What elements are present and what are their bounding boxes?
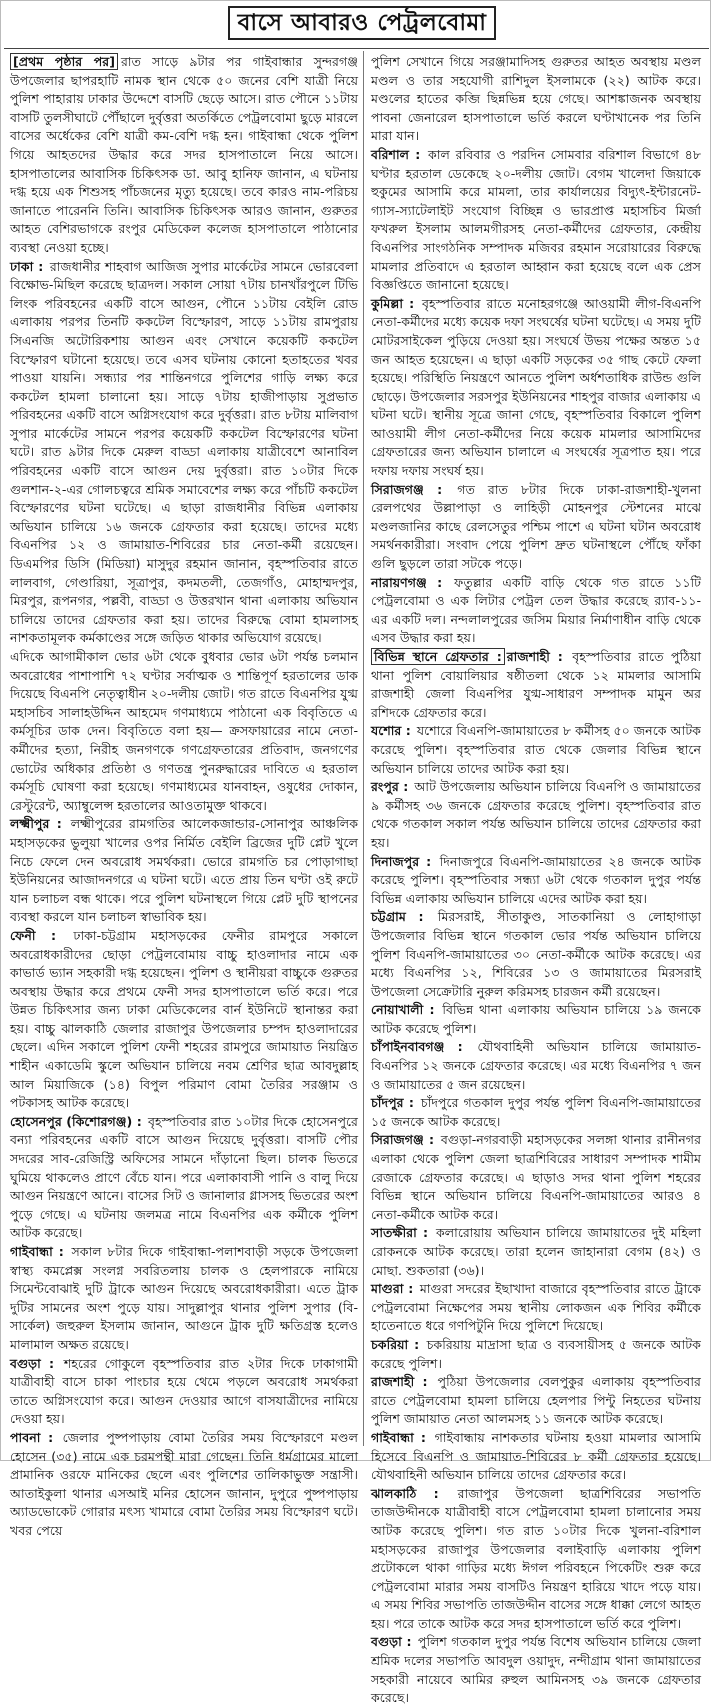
paragraph-text: আট উপজেলায় অভিযান চালিয়ে বিএনপি ও জামায়াতের ৯ কর্মীসহ ৩৬ জনকে গ্রেফতার করেছে পুলিশ। বৃহস্পতিবার রাত থেকে গতকাল সকাল পর্যন্ত অভিযান চালিয়ে তাদের গ্রেফতার করা হয়। — [371, 779, 701, 850]
section-heading: বিভিন্ন স্থানে গ্রেফতার : — [371, 648, 505, 665]
location-subhead: যশোর : — [371, 723, 411, 739]
paragraph-text: গত রাত ৮টার দিকে ঢাকা-রাজশাহী-খুলনা রেলপথের উল্লাপাড়া ও লাহিড়ী মোহনপুর স্টেশনের মাঝে মণ্ডলজানির কাছে রেলসেতুর পশ্চিম পাশে এ ঘটনা ঘটান অবরোধ সমর্থনকারীরা। সংবাদ পেয়ে পুলিশ দ্রুত ঘটনাস্থলে পৌঁছে ফাঁকা গুলি ছুড়লে তারা সটকে পড়ে। — [371, 481, 701, 572]
location-subhead: সাতক্ষীরা : — [371, 1225, 429, 1241]
location-subhead: হোসেনপুর (কিশোরগঞ্জ) : — [10, 1113, 142, 1129]
column-divider — [363, 51, 364, 1446]
location-subhead: গাইবান্ধা : — [10, 1244, 64, 1259]
article-paragraph — [371, 1336, 701, 1373]
paragraph-text: যশোরে বিএনপি-জামায়াতের ৮ কর্মীসহ ৫০ জনকে আটক করেছে পুলিশ। বৃহস্পতিবার রাত থেকে জেলার বিভিন্ন স্থানে অভিযান চালিয়ে তাদের আটক করা হয়। — [371, 723, 701, 776]
location-subhead: বগুড়া : — [10, 1355, 55, 1371]
article-paragraph — [371, 1633, 701, 1707]
location-subhead: দিনাজপুর : — [371, 853, 432, 869]
headline: বাসে আবারও পেট্রলবোমা — [228, 6, 496, 40]
continued-from-label: [প্রথম পৃষ্ঠার পর] — [10, 53, 118, 70]
location-subhead: চাঁদপুর : — [371, 1095, 414, 1111]
article-paragraph — [371, 1131, 701, 1224]
article-paragraph — [371, 908, 701, 1001]
location-subhead: নোয়াখালী : — [371, 1002, 435, 1018]
paragraph-text: বৃহস্পতিবার রাতে মনোহরগঞ্জে আওয়ামী লীগ-বিএনপি নেতা-কর্মীদের মধ্যে কয়েক দফা সংঘর্ষের ঘটনা ঘটেছে। এ সময় দুটি মোটরসাইকেল পুড়িয়ে দেওয়া হয়। সংঘর্ষে উভয় পক্ষের অন্তত ১৫ জন আহত হয়েছেন। এ ছাড়া একটি সড়কের ৩৫ গাছ কেটে ফেলা হয়েছে। পরিস্থিতি নিয়ন্ত্রণে আনতে পুলিশ অর্ধশতাধিক রাউন্ড গুলি ছোড়ে। উপজেলার সরসপুর ইউনিয়নের শাহপুর বাজার এলাকায় এ ঘটনা ঘটে। স্থানীয় সূত্রে জানা গেছে, বৃহস্পতিবার বিকালে পুলিশ আওয়ামী লীগ নেতা-কর্মীদের নিয়ে কয়েক মামলার আসামিদের গ্রেফতারের জন্য অভিযান চালালে এ সংঘর্ষের সূত্রপাত হয়। পরে দফায় দফায় সংঘর্ষ হয়। — [371, 295, 701, 479]
location-subhead: চকরিয়া : — [371, 1336, 420, 1352]
location-subhead: নারায়ণগঞ্জ : — [371, 574, 443, 590]
location-subhead: চট্টগ্রাম : — [371, 909, 424, 925]
paragraph-text: মাগুরা সদরের ইছাখাদা বাজারে বৃহস্পতিবার রাতে ট্রাকে পেট্রলবোমা নিক্ষেপের সময় স্থানীয় লোকজন এক শিবির কর্মীকে হাতেনাতে ধরে গণপিটুনি দিয়ে পুলিশে দিয়েছে। — [371, 1281, 701, 1334]
article-paragraph — [371, 1001, 701, 1038]
article-paragraph — [371, 1038, 701, 1094]
location-subhead: রাজশাহী : — [506, 649, 563, 664]
location-subhead: কুমিল্লা : — [371, 295, 415, 311]
location-subhead: রাজশাহী : — [371, 1374, 428, 1390]
location-subhead: মাগুরা : — [371, 1281, 414, 1297]
location-subhead: বগুড়া : — [371, 1634, 412, 1650]
location-subhead: ঢাকা : — [10, 258, 44, 274]
article-paragraph — [10, 1243, 358, 1355]
article-paragraph — [371, 1280, 701, 1336]
right-column — [371, 53, 702, 1706]
paragraph-text: লক্ষ্মীপুরের রামগতির আলেকজান্ডার-সোনাপুর আঞ্চলিক মহাসড়কের ভুলুয়া খালের ওপর নির্মিত বেইলি ব্রিজের দুটি প্লেট খুলে নিচে ফেলে দেন অবরোধ সমর্থকরা। ভোরে রামগতি চর পোড়াগাছা ইউনিয়নের আজাদনগরে এ ঘটনা ঘটে। এতে প্রায় তিন ঘণ্টা ওই রুটে যান চলাচল বন্ধ থাকে। পরে পুলিশ ঘটনাস্থলে গিয়ে প্লেট দুটি স্থাপনের ব্যবস্থা করলে যান চলাচল স্বাভাবিক হয়। — [10, 816, 358, 925]
paragraph-text: মিরসরাই, সীতাকুণ্ড, সাতকানিয়া ও লোহাগাড়া উপজেলার বিভিন্ন স্থানে গতকাল ভোর পর্যন্ত অভিযান চালিয়ে পুলিশ বিএনপি-জামায়াতের ৩০ নেতা-কর্মীকে আটক করেছে। এর মধ্যে বিএনপির ১২, শিবিরের ১৩ ও জামায়াতের মিরসরাই উপজেলা সেক্রেটারি নুরুল করিমসহ চারজন কর্মী রয়েছেন। — [371, 909, 701, 999]
paragraph-text: ঢাকা-চট্টগ্রাম মহাসড়কের ফেনীর রামপুরে সকালে অবরোধকারীদের ছোড়া পেট্রলবোমায় বাচ্চু হাওলাদার নামে এক কাভার্ড ভ্যান সহকারী দগ্ধ হয়েছেন। পুলিশ ও স্থানীয়রা বাচ্চুকে গুরুতর অবস্থায় উদ্ধার করে প্রথমে ফেনী সদর হাসপাতালে ভর্তি করে। পরে উন্নত চিকিৎসার জন্য ঢাকা মেডিকেলের বার্ন ইউনিটে স্থানান্তর করা হয়। বাচ্চু ঝালকাঠি জেলার রাজাপুর উপজেলার চম্পদ হাওলাদারের ছেলে। এদিন সকালে পুলিশ ফেনী শহরের রামপুরে জামায়াত নিয়ন্ত্রিত শাহীন একাডেমি স্কুলে অভিযান চালিয়ে নবম শ্রেণির ছাত্র আবদুল্লাহ আল মিয়াজিকে (১৪) বিপুল পরিমাণ বোমা তৈরির সরঞ্জাম ও পটকাসহ আটক করেছে। — [10, 927, 358, 1111]
paragraph-text: চাঁদপুরে গতকাল দুপুর পর্যন্ত পুলিশ বিএনপি-জামায়াতের ১৫ জনকে আটক করেছে। — [371, 1095, 701, 1129]
article-paragraph — [10, 1113, 358, 1243]
article-paragraph — [371, 481, 701, 574]
left-column — [10, 53, 358, 1538]
article-paragraph — [10, 1429, 358, 1541]
location-subhead: সিরাজগঞ্জ : — [371, 1132, 435, 1148]
paragraph-text: ফতুল্লার একটি বাড়ি থেকে গত রাতে ১১টি পেট্রলবোমা ও এক লিটার পেট্রল তেল উদ্ধার করেছে র‍্যাব-১১-এর একটি দল। নন্দলালপুরের জসিম মিয়ার নির্মাণাধীন বাড়ি থেকে এসব উদ্ধার করা হয়। — [371, 574, 701, 646]
article-paragraph — [371, 1429, 701, 1485]
article-paragraph — [371, 853, 701, 909]
article-paragraph — [10, 648, 358, 815]
header-rule — [4, 48, 709, 49]
article-paragraph — [371, 53, 701, 146]
paragraph-text: চকরিয়ায় মাদ্রাসা ছাত্র ও ব্যবসায়ীসহ ৫ জনকে আটক করেছে পুলিশ। — [371, 1336, 701, 1371]
article-paragraph — [371, 1224, 701, 1280]
paragraph-text: এদিকে আগামীকাল ভোর ৬টা থেকে বুধবার ভোর ৬টা পর্যন্ত চলমান অবরোধের পাশাপাশি ৭২ ঘণ্টার সর্বাত্মক ও শান্তিপূর্ণ হরতালের ডাক দিয়েছে বিএনপি নেতৃত্বাধীন ২০-দলীয় জোট। গত রাতে বিএনপির যুগ্ম মহাসচিব সালাহউদ্দিন আহমেদ গণমাধ্যমে পাঠানো এক বিবৃতিতে এ কর্মসূচির ডাক দেন। বিবৃতিতে বলা হয়— ক্রসফায়ারের নামে নেতা-কর্মীদের হত্যা, নিরীহ জনগণকে গণগ্রেফতারের প্রতিবাদ, জনগণের ভোটের অধিকার প্রতিষ্ঠা ও গণতন্ত্র পুনরুদ্ধারের দাবিতে এ হরতাল কর্মসূচি ঘোষণা করা হয়েছে। গণমাধ্যমের যানবাহন, ওষুধের দোকান, রেস্টুরেন্ট, অ্যাম্বুলেন্স হরতালের আওতামুক্ত থাকবে। — [10, 649, 358, 813]
paragraph-text: কলারোয়ায় অভিযান চালিয়ে জামায়াতের দুই মহিলা রোকনকে আটক করেছে। তারা হলেন জাহানারা বেগম (৪২) ও মোছা. শুকতারা (৩৬)। — [371, 1225, 701, 1278]
paragraph-text: বগুড়া-নগরবাড়ী মহাসড়কের সলঙ্গা থানার রানীনগর এলাকা থেকে পুলিশ জেলা ছাত্রশিবিরের সাধারণ সম্পাদক শামীম রেজাকে গ্রেফতার করেছে। এ ছাড়াও সদর থানা পুলিশ শহরের বিভিন্ন স্থানে অভিযান চালিয়ে বিএনপি-জামায়াতের আরও ৪ নেতা-কর্মীকে আটক করে। — [371, 1132, 701, 1222]
paragraph-text: কাল রবিবার ও পরদিন সোমবার বরিশাল বিভাগে ৪৮ ঘণ্টার হরতাল ডেকেছে ২০-দলীয় জোট। বেগম খালেদা জিয়াকে হুকুমের আসামি করে মামলা, তার কার্যালয়ের বিদ্যুৎ-ইন্টারনেট-গ্যাস-স্যাটেলাইট সংযোগ বিচ্ছিন্ন ও ভারপ্রাপ্ত মহাসচিব মির্জা ফখরুল ইসলাম আলমগীরসহ নেতা-কর্মীদের গ্রেফতার, কেন্দ্রীয় বিএনপির সাংগঠনিক সম্পাদক মজিবর রহমান সরোয়ারের বিরুদ্ধে মামলার প্রতিবাদে এ হরতাল আহ্বান করা হয়েছে বলে এক প্রেস বিজ্ঞপ্তিতে জানানো হয়েছে। — [371, 146, 701, 293]
paragraph-text: বৃহস্পতিবার রাতে পুঠিয়া থানা পুলিশ বোয়ালিয়ার ষষ্ঠীতলা থেকে ১২ মামলার আসামি রাজশাহী জেলা বিএনপির যুগ্ম-সাধারণ সম্পাদক মামুন অর রশিদকে গ্রেফতার করে। — [371, 649, 701, 720]
location-subhead: ঝালকাঠি : — [371, 1485, 439, 1501]
paragraph-text: রাত সাড়ে ৯টার পর গাইবান্ধার সুন্দরগঞ্জ উপজেলার ছাপরহাটি নামক স্থান থেকে ৫০ জনের বেশি যাত্রী নিয়ে পুলিশ পাহারায় ঢাকার উদ্দেশে বাসটি ছেড়ে আসে। রাত পৌনে ১১টায় বাসটি তুলসীঘাটে পৌঁছালে দুর্বৃত্তরা অতর্কিতে পেট্রলবোমা ছুড়ে মারলে বাসের অর্ধেকের বেশি যাত্রী কম-বেশি দগ্ধ হন। গাইবান্ধা থেকে পুলিশ গিয়ে আহতদের উদ্ধার করে সদর হাসপাতালে নিয়ে আসে। হাসপাতালের আবাসিক চিকিৎসক ডা. আবু হানিফ জানান, এ ঘটনায় দগ্ধ হয়ে এক শিশুসহ পাঁচজনের মৃত্যু হয়েছে। তবে কারও নাম-পরিচয় জানাতে পারেননি তিনি। আবাসিক চিকিৎসক আরও জানান, গুরুতর আহত বেশিরভাগকে রংপুর মেডিকেল কলেজ হাসপাতালে পাঠানোর ব্যবস্থা নেওয়া হচ্ছে। — [10, 54, 358, 255]
article-paragraph — [371, 146, 701, 295]
location-subhead: পাবনা : — [10, 1429, 54, 1445]
location-subhead: গাইবান্ধা : — [371, 1429, 426, 1445]
article-paragraph — [371, 574, 701, 648]
paragraph-text: বিভিন্ন থানা এলাকায় অভিযান চালিয়ে ১৯ জনকে আটক করেছে পুলিশ। — [371, 1002, 701, 1036]
location-subhead: লক্ষ্মীপুর : — [10, 816, 62, 832]
paragraph-text: যৌথবাহিনী অভিযান চালিয়ে জামায়াত-বিএনপির ১২ জনকে গ্রেফতার করেছে। এর মধ্যে বিএনপির ৭ জন ও জামায়াতের ৫ জন রয়েছেন। — [371, 1039, 701, 1092]
paragraph-text: পুঠিয়া উপজেলার বেলপুকুর এলাকায় বৃহস্পতিবার রাতে পেট্রলবোমা হামলা চালিয়ে হেলপার পিন্টু নিহতের ঘটনায় পুলিশ জামায়াত নেতা আলমসহ ১১ জনকে আটক করেছে। — [371, 1374, 701, 1427]
paragraph-text: দিনাজপুরে বিএনপি-জামায়াতের ২৪ জনকে আটক করেছে পুলিশ। বৃহস্পতিবার সন্ধ্যা ৬টা থেকে গতকাল দুপুর পর্যন্ত বিভিন্ন এলাকায় অভিযান চালিয়ে এদের আটক করা হয়। — [371, 853, 702, 906]
paragraph-text: বৃহস্পতিবার রাত ১০টার দিকে হোসেনপুরে বন্যা পরিবহনের একটি বাসে আগুন দিয়েছে দুর্বৃত্তরা। বাসটি পৌর সদরের সাব-রেজিস্ট্রি অফিসের সামনে দাঁড়ানো ছিল। চালক ভিতরে ঘুমিয়ে থাকলেও প্রাণে বেঁচে যান। পরে এলাকাবাসী পানি ও বালু দিয়ে আগুন নিয়ন্ত্রণে আনে। বাসের সিট ও জানালার গ্লাসসহ ভিতরের অংশ পুড়ে গেছে। এ ঘটনায় জলমত্র নামে বিএনপির এক কর্মীকে পুলিশ আটক করেছে। — [10, 1113, 358, 1241]
article-paragraph — [10, 258, 358, 648]
paragraph-text: জেলার পুষ্পপাড়ায় বোমা তৈরির সময় বিস্ফোরণে মণ্ডল হোসেন (৩৫) নামে এক চরমপন্থী মারা গেছেন। তিনি ধর্মগ্রামের মালো প্রামানিক ওরফে মানিকের ছেলে এবং পুলিশের তালিকাভুক্ত সন্ত্রাসী। আতাইকুলা থানার এসআই মনির হোসেন জানান, দুপুরে পুষ্পপাড়ায় অ্যাডভোকেট গোরার মৎস্য খামারে বোমা তৈরির সময় বিস্ফোরণ ঘটে। খবর পেয়ে — [10, 1429, 358, 1538]
article-paragraph — [371, 648, 701, 722]
paragraph-text: গাইবান্ধায় নাশকতার ঘটনায় হওয়া মামলার আসামি হিসেবে বিএনপি ও জামায়াত-শিবিরের ৮ কর্মী গ্রেফতার হয়েছে। যৌথবাহিনী অভিযান চালিয়ে তাদের গ্রেফতার করে। — [371, 1429, 701, 1483]
location-subhead: সিরাজগঞ্জ : — [371, 481, 443, 497]
article-paragraph — [10, 1355, 358, 1429]
location-subhead: বরিশাল : — [371, 146, 421, 162]
paragraph-text: রাজাপুর উপজেলা ছাত্রশিবিরের সভাপতি তাজউদ্দীনকে যাত্রীবাহী বাসে পেট্রলবোমা হামলা চালানোর সময় আটক করেছে পুলিশ। গত রাত ১০টার দিকে খুলনা-বরিশাল মহাসড়কের রাজাপুর উপজেলার বলাইবাড়ি এলাকায় পুলিশ প্রটোকলে থাকা গাড়ির মধ্যে ঈগল পরিবহনে পিকেটিং শুরু করে পেট্রলবোমা মারার সময় বাসটিও নিয়ন্ত্রণ হারিয়ে খাদে পড়ে যায়। এ সময় শিবির সভাপতি তাজউদ্দীন বাসের সঙ্গে ধাক্কা লেগে আহত হয়। পরে তাকে আটক করে সদর হাসপাতালে ভর্তি করে পুলিশ। — [371, 1485, 701, 1631]
article-paragraph — [371, 295, 701, 481]
article-paragraph — [10, 53, 358, 258]
paragraph-text: পুলিশ গতকাল দুপুর পর্যন্ত বিশেষ অভিযান চালিয়ে জেলা শ্রমিক দলের সভাপতি আবদুল ওয়াদুদ, নন্দীগ্রাম থানা জামায়াতের সহকারী নায়েবে আমির রুহুল আমিনসহ ৩৯ জনকে গ্রেফতার করেছে। — [371, 1634, 701, 1706]
article-paragraph — [371, 778, 701, 852]
location-subhead: রংপুর : — [371, 779, 409, 795]
article-paragraph — [10, 927, 358, 1113]
article-paragraph — [371, 1373, 701, 1429]
paragraph-text: সকাল ৮টার দিকে গাইবান্ধা-পলাশবাড়ী সড়কে উপজেলা স্বাস্থ্য কমপ্লেক্স সংলগ্ন সবরিতলায় চালক ও হেলপারকে নামিয়ে সিমেন্টবোঝাই দুটি ট্রাকে আগুন দিয়েছে অবরোধকারীরা। এতে ট্রাক দুটির সামনের অংশ পুড়ে যায়। সাদুল্লাপুর থানার পুলিশ সুপার (বি-সার্কেল) জহুরুল ইসলাম জানান, আগুনে ট্রাক দুটি ক্ষতিগ্রস্ত হলেও মালামাল অক্ষত রয়েছে। — [10, 1244, 358, 1352]
article-paragraph — [371, 1094, 701, 1131]
paragraph-text: রাজধানীর শাহবাগ আজিজ সুপার মার্কেটের সামনে ভোরবেলা বিক্ষোভ-মিছিল করেছে ছাত্রদল। সকাল সোয়া ৭টায় চানখাঁরপুলে টিভি লিংক পরিবহনের একটি বাসে আগুন, পৌনে ১১টায় বেইলি রোড এলাকায় পরপর তিনটি ককটেল বিস্ফোরণ, সাড়ে ১১টায় রামপুরায় সিএনজি অটোরিকশায় আগুন এবং সেখানে কয়েকটি ককটেল বিস্ফোরণ ঘটানো হয়েছে। তবে এসব ঘটনায় কোনো হতাহতের খবর পাওয়া যায়নি। সন্ধ্যার পর শান্তিনগরে পুলিশের গাড়ি লক্ষ্য করে ককটেল হামলা চালানো হয়। সাড়ে ৭টায় হাজীপাড়ায় সুপ্রভাত পরিবহনের একটি বাসে অগ্নিসংযোগ করে দুর্বৃত্তরা। রাত ৮টায় মালিবাগ সুপার মার্কেটের সামনে পরপর কয়েকটি ককটেল বিস্ফোরণের ঘটনা ঘটে। রাত ৯টার দিকে মেরুল বাড্ডা এলাকায় যাত্রীবেশে আনাবিল পরিবহনের একটি বাসে আগুন দেয় দুর্বৃত্তরা। রাত ১০টার দিকে গুলশান-২-এর গোলচত্বরে শ্রমিক সমাবেশের লক্ষ্য করে পাঁচটি ককটেল বিস্ফোরণের ঘটনা ঘটেছে। এ ছাড়া রাজধানীর বিভিন্ন এলাকায় অভিযান চালিয়ে ১৬ জনকে গ্রেফতার করা হয়েছে। তাদের মধ্যে বিএনপির ১২ ও জামায়াত-শিবিরের চার নেতা-কর্মী রয়েছেন। ডিএমপির ডিসি (মিডিয়া) মাসুদুর রহমান জানান, বৃহস্পতিবার রাতে লালবাগ, গেণ্ডারিয়া, সূত্রাপুর, কদমতলী, তেজগাঁও, মোহাম্মদপুর, মিরপুর, রূপনগর, পল্লবী, বাড্ডা ও উত্তরখান থানা এলাকায় অভিযান চালিয়ে তাদের গ্রেফতার করা হয়। তাদের বিরুদ্ধে বোমা হামলাসহ নাশকতামূলক কর্মকাণ্ডের সঙ্গে জড়িত থাকার অভিযোগ রয়েছে। — [10, 258, 358, 646]
article-paragraph — [10, 815, 358, 927]
location-subhead: চাঁপাইনবাবগঞ্জ : — [371, 1039, 463, 1055]
location-subhead: ফেনী : — [10, 927, 57, 943]
article-paragraph — [371, 722, 701, 778]
article-paragraph — [371, 1485, 701, 1634]
paragraph-text: শহরের গোকুলে বৃহস্পতিবার রাত ২টার দিকে ঢাকাগামী যাত্রীবাহী বাসে চাকা পাংচার হয়ে থেমে পড়লে অবরোধ সমর্থকরা তাতে অগ্নিসংযোগ করে। আগুন দেওয়ার আগে বাসযাত্রীদের নামিয়ে দেওয়া হয়। — [10, 1355, 358, 1427]
paragraph-text: পুলিশ সেখানে গিয়ে সরঞ্জামাদিসহ গুরুতর আহত অবস্থায় মণ্ডল মণ্ডল ও তার সহযোগী রাশিদুল ইসলামকে (২২) আটক করে। মণ্ডলের হাতের কব্জি ছিন্নভিন্ন হয়ে গেছে। আশঙ্কাজনক অবস্থায় পাবনা জেনারেল হাসপাতালে ভর্তি করলে ঘণ্টাখানেক পর তিনি মারা যান। — [371, 54, 701, 144]
